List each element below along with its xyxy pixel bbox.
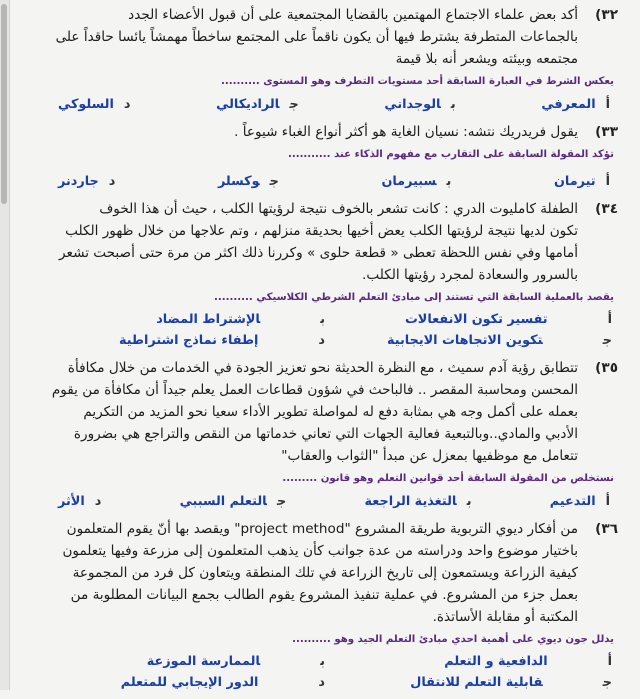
- option-letter: ب: [320, 312, 325, 327]
- option-text: قابلية التعلم للانتقال: [410, 675, 543, 690]
- option-text: وكسلر: [217, 174, 260, 189]
- stem-line: الأدبي والمادي..وبالتبعية فعالية الجهات التي تعاني خدماتها من النقص والتراجع هي بضرورة: [73, 426, 578, 442]
- option-a[interactable]: [345, 309, 612, 330]
- option-letter: ب: [320, 654, 325, 669]
- stem-line: المحسن ومحاسبة المقصر .. فالباحث في شؤون قطاعات العمل يعلم جيداً أن مكافأة من يقوم: [51, 382, 578, 398]
- option-text: الوجداني: [384, 97, 441, 112]
- option-a[interactable]: [541, 95, 610, 115]
- options-row: [18, 166, 618, 198]
- vertical-scrollbar[interactable]: [0, 0, 10, 690]
- option-b[interactable]: [384, 95, 455, 115]
- option-text: التدعيم: [549, 494, 596, 509]
- options-grid: [18, 309, 618, 357]
- question-prompt: يقصد بالعملية السابقة التي تستند إلى مبادئ التعلم الشرطي الكلاسيكي ..........: [214, 292, 614, 303]
- option-letter: أ: [605, 174, 610, 189]
- question-prompt: تؤكد المقولة السابقة على التقارب مع مفهوم الذكاء عند ...........: [287, 149, 614, 160]
- option-a[interactable]: [345, 651, 612, 672]
- question-stem: [18, 198, 618, 286]
- scrollbar-thumb[interactable]: [1, 4, 7, 204]
- option-letter: ج: [602, 333, 612, 348]
- option-letter: ج: [269, 174, 279, 189]
- stem-line: تتعامل مع موظفيها بمعزل عن مبدأ "الثواب والعقاب": [281, 448, 578, 464]
- option-d[interactable]: [58, 172, 115, 192]
- stem-line: يقول فريدريك نتشه: نسيان الغاية هو أكثر أنواع الغباء شيوعاً .: [234, 124, 578, 140]
- option-letter: ب: [466, 494, 472, 509]
- stem-line: من أفكار ديوي التربوية طريقة المشروع "project method" ويقصد بها أنّ يقوم المتعلمون: [66, 521, 578, 537]
- stem-line: مجتمعه وبيئته ويشعر أنه بلا قيمة: [395, 51, 578, 67]
- option-letter: ج: [289, 97, 299, 112]
- question-prompt: يدلل جون ديوي على أهمية احدي مبادئ التعلم الجيد وهو ..........: [292, 634, 614, 645]
- option-c[interactable]: [216, 95, 299, 115]
- option-text: السلوكي: [58, 97, 114, 112]
- stem-line: باختيار موضوع واحد ودراسته من عدة جوانب كأن يذهب المتعلمون إلى مزرعة وفيها يتعلمون: [62, 543, 578, 559]
- option-c[interactable]: [345, 330, 612, 351]
- option-a[interactable]: [550, 492, 610, 512]
- option-text: تيرمان: [553, 174, 596, 189]
- question-number: ٣٦): [595, 521, 618, 537]
- questions-list: [18, 4, 618, 699]
- options-grid: [18, 651, 618, 699]
- option-letter: أ: [607, 654, 612, 669]
- option-letter: د: [318, 333, 325, 348]
- options-row: [18, 490, 618, 518]
- option-letter: د: [318, 675, 325, 690]
- option-letter: ج: [276, 494, 287, 509]
- option-text: المعرفي: [541, 97, 596, 112]
- option-text: جاردنر: [58, 174, 99, 189]
- option-text: الدور الإيجابي للمتعلم: [120, 675, 259, 690]
- stem-line: بالجماعات المتطرفة يشترط فيها أن يكون ناقماً على المجتمع ساخطاً مهمشاً يائسا حاقداً على: [55, 29, 578, 45]
- question-prompt: نستخلص من المقولة السابقة أحد قوانين التعلم وهو قانون .........: [282, 473, 614, 484]
- question-number: ٣٣): [595, 124, 618, 140]
- option-letter: د: [94, 494, 102, 509]
- option-d[interactable]: [58, 95, 130, 115]
- question-prompt: يعكس الشرط في العبارة السابقة أحد مستويات التطرف وهو المستوى ..........: [221, 76, 614, 87]
- option-c[interactable]: [180, 492, 287, 512]
- option-c[interactable]: [218, 172, 279, 192]
- option-d[interactable]: [58, 492, 101, 512]
- stem-line: كيفية الزراعة ويستمعون إلى تاريخ الزراعة في تلك المنطقة ويتعاون كل فرد من المجموعة: [72, 565, 578, 581]
- option-d[interactable]: [58, 330, 325, 351]
- question-stem: [18, 357, 618, 467]
- option-text: الأثر: [58, 494, 85, 509]
- option-letter: أ: [605, 494, 610, 509]
- option-letter: ج: [602, 675, 612, 690]
- stem-line: أكد بعض علماء الاجتماع المهتمين بالقضايا المجتمعية على أن قبول الأعضاء الجدد: [128, 7, 578, 23]
- option-text: تكوين الاتجاهات الايجابية: [387, 333, 543, 348]
- question-33: [18, 121, 618, 198]
- question-stem: [18, 121, 618, 143]
- question-32: [18, 4, 618, 121]
- option-text: سبيرمان: [381, 174, 437, 189]
- question-number: ٣٢): [595, 7, 618, 23]
- option-text: الممارسة الموزعة: [146, 654, 261, 669]
- question-number: ٣٥): [595, 360, 618, 376]
- options-row: [18, 93, 618, 121]
- option-text: الراديكالي: [216, 97, 280, 112]
- option-b[interactable]: [58, 309, 325, 330]
- stem-line: أمامها وفي نفس اللحظة تعطى « قطعة حلوى » وكررنا ذلك اكثر من مرة حتى أصبحت تشعر: [59, 245, 578, 261]
- stem-line: بعمله على أكمل وجه هي بمثابة دفع له لمواصلة تطوير الأداء سعيا نحو المزيد من التكريم: [83, 404, 578, 420]
- option-text: إطفاء نماذج اشتراطية: [118, 333, 259, 348]
- option-a[interactable]: [554, 172, 610, 192]
- question-stem: [18, 4, 618, 70]
- option-text: التغذية الراجعة: [364, 494, 457, 509]
- question-stem: [18, 518, 618, 628]
- stem-line: المكتبة أو مقابلة الأساتذة.: [432, 609, 578, 625]
- option-b[interactable]: [58, 651, 325, 672]
- option-letter: أ: [605, 97, 610, 112]
- option-b[interactable]: [381, 172, 451, 192]
- option-letter: د: [108, 174, 116, 189]
- option-b[interactable]: [364, 492, 471, 512]
- option-text: الإشتراط المضاد: [156, 312, 261, 327]
- stem-line: تتطابق رؤية آدم سميث ، مع النظرة الحديثة نحو تعزيز الجودة في الخدمات من خلال مكافأة: [67, 360, 578, 376]
- question-36: [18, 518, 618, 699]
- option-text: التعلم السببي: [179, 494, 267, 509]
- option-letter: ب: [446, 174, 452, 189]
- stem-line: تكون لديها نتيجة لرؤيتها الكلب يعض أخيها بحديقة منزلهم ، وتم علاجها من خلال ظهور الكلب: [65, 223, 578, 239]
- option-letter: ب: [450, 97, 456, 112]
- option-letter: أ: [607, 312, 612, 327]
- stem-line: بعمل جزء من المشروع. في عملية تنفيذ المشروع يقوم الطالب بجمع البيانات المطلوبة من: [70, 587, 578, 603]
- question-number: ٣٤): [595, 201, 618, 217]
- stem-line: الطفلة كامليوت الدري : كانت تشعر بالخوف نتيجة لرؤيتها الكلب ، حيث أن هذا الخوف: [99, 201, 578, 217]
- question-34: [18, 198, 618, 357]
- option-text: الدافعية و التعلم: [444, 654, 548, 669]
- option-text: تفسير تكون الانفعالات: [404, 312, 548, 327]
- stem-line: بالسرور والسعادة لمجرد رؤيتها الكلب.: [362, 267, 578, 283]
- question-35: [18, 357, 618, 518]
- option-letter: د: [123, 97, 131, 112]
